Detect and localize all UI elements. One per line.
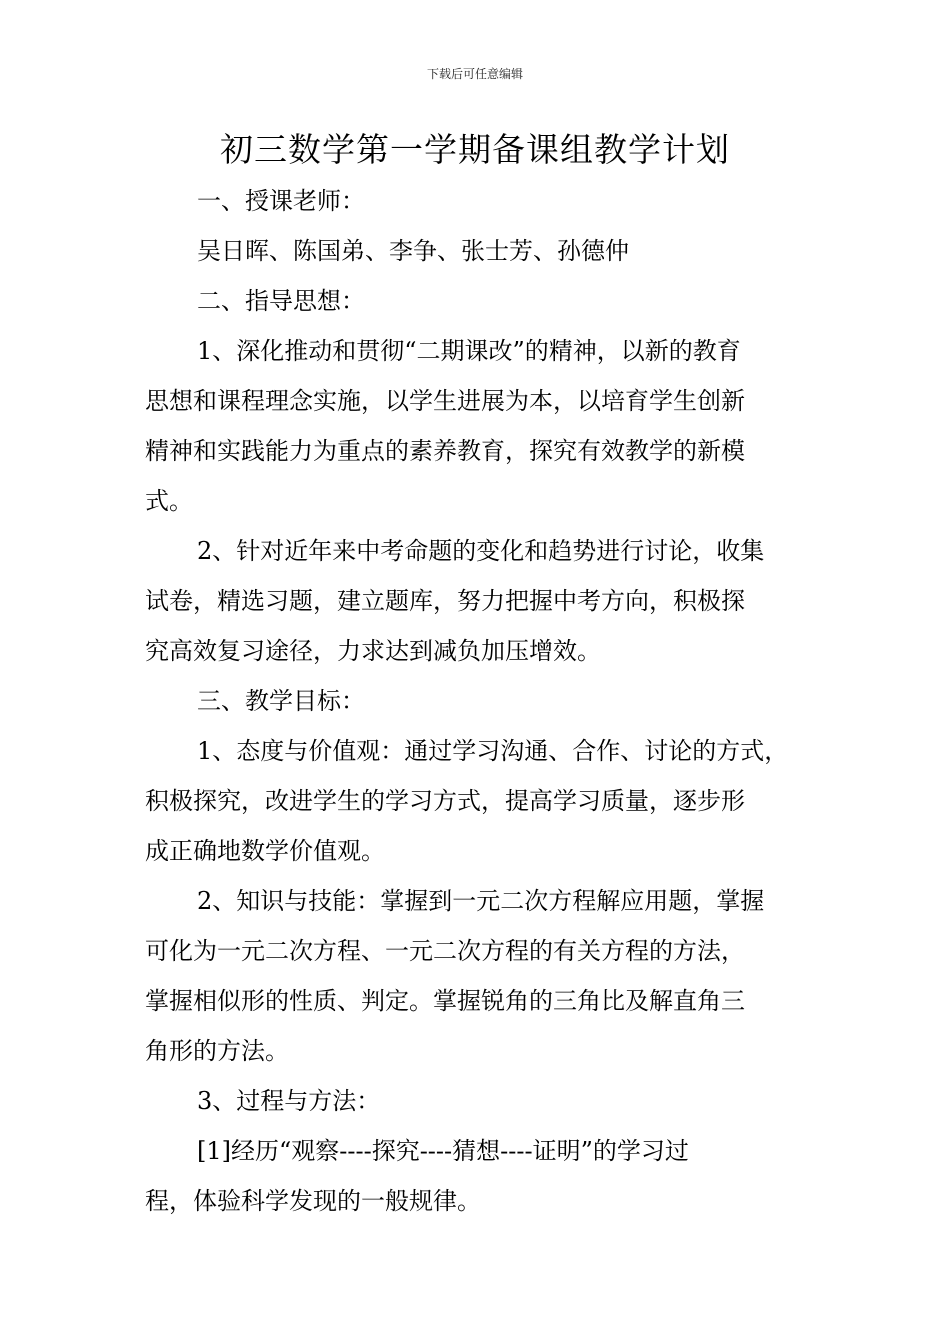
text-line: 吴日晖、陈国弟、李争、张士芳、孙德仲 <box>197 237 629 265</box>
text-line: 式。 <box>145 487 193 515</box>
text-line: 成正确地数学价值观。 <box>145 837 385 865</box>
header-note: 下载后可任意编辑 <box>426 67 523 81</box>
document-title: 初三数学第一学期备课组教学计划 <box>220 130 730 169</box>
text-line: 程，体验科学发现的一般规律。 <box>145 1187 481 1215</box>
text-line: 精神和实践能力为重点的素养教育，探究有效教学的新模 <box>145 437 745 465</box>
document-body <box>145 176 817 1226</box>
text-line: 2、针对近年来中考命题的变化和趋势进行讨论，收集 <box>197 537 765 565</box>
text-line: 究高效复习途径，力求达到减负加压增效。 <box>145 637 601 665</box>
text-line: 3、过程与方法： <box>197 1087 381 1115</box>
text-line: 掌握相似形的性质、判定。掌握锐角的三角比及解直角三 <box>145 987 745 1015</box>
text-line: 三、教学目标： <box>197 687 365 715</box>
text-line: 思想和课程理念实施，以学生进展为本，以培育学生创新 <box>145 387 745 415</box>
text-line: 角形的方法。 <box>145 1037 289 1065</box>
text-line: 一、授课老师： <box>197 187 365 215</box>
text-line: 1、深化推动和贯彻“二期课改”的精神，以新的教育 <box>197 337 741 365</box>
text-line: 1、态度与价值观：通过学习沟通、合作、讨论的方式， <box>197 737 789 765</box>
text-line: 二、指导思想： <box>197 287 365 315</box>
text-line: 试卷，精选习题，建立题库，努力把握中考方向，积极探 <box>145 587 745 615</box>
text-line: 积极探究，改进学生的学习方式，提高学习质量，逐步形 <box>145 787 745 815</box>
text-line: 2、知识与技能：掌握到一元二次方程解应用题，掌握 <box>197 887 765 915</box>
text-line: [1]经历“观察----探究----猜想----证明”的学习过 <box>197 1137 689 1165</box>
text-line: 可化为一元二次方程、一元二次方程的有关方程的方法， <box>145 937 745 965</box>
